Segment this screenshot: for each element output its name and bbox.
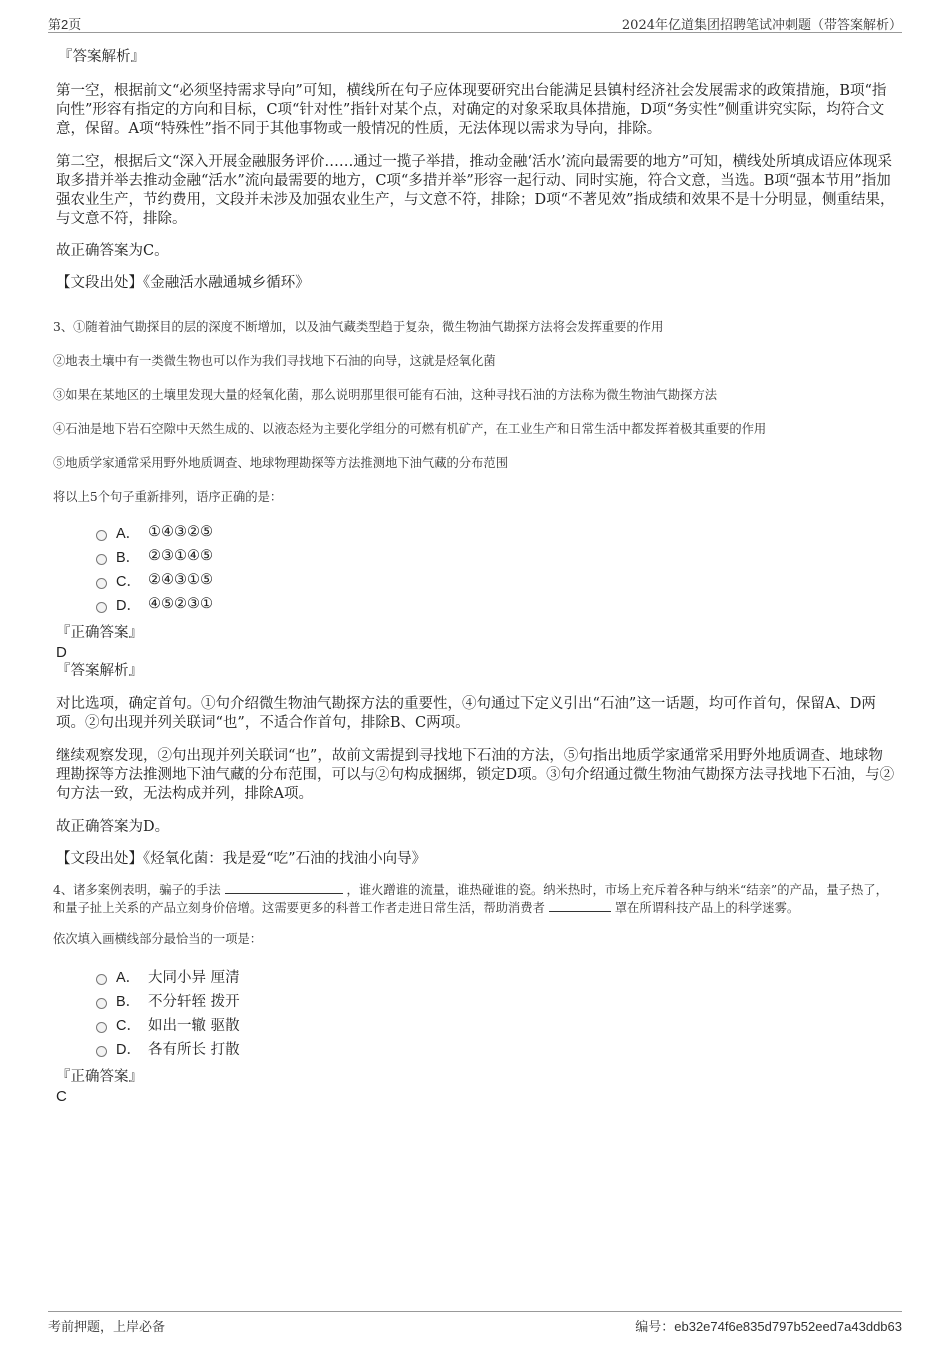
q3-option-d[interactable]: D． ④⑤②③①	[96, 592, 896, 616]
radio-button[interactable]	[96, 974, 107, 985]
q4-stem: 4、诸多案例表明，骗子的手法 ，谁火蹭谁的流量，谁热碰谁的瓷。纳米热时，市场上充斥着各种与纳米“结亲”的产品，量子热了，和量子扯上关系的产品立刻身价倍增。这需要更多的科普工作者走进日常生活，帮助消费者 罩在所谓科技产品上的科学迷雾。	[53, 883, 888, 915]
q3-stem: 3、①随着油气勘探目的层的深度不断增加，以及油气藏类型趋于复杂，微生物油气勘探方法将会发挥重要的作用	[53, 320, 664, 334]
q3-option-a[interactable]: A． ①④③②⑤	[96, 520, 896, 544]
q3-analysis-tag: 『答案解析』	[56, 663, 143, 679]
q2-analysis-tag: 『答案解析』	[58, 49, 145, 65]
radio-button[interactable]	[96, 554, 107, 565]
page-number: 第2页	[48, 17, 82, 32]
q3-analysis-para2: 继续观察发现，②句出现并列关联词“也”，故前文需提到寻找地下石油的方法，⑤句指出地质学家通常采用野外地质调查、地球物理勘探等方法推测地下油气藏的分布范围，可以与②句构成捆绑，锁定D项。③句介绍通过微生物油气勘探方法寻找地下石油，与②句方法一致，无法构成并列，排除A项。	[56, 748, 895, 802]
radio-button[interactable]	[96, 530, 107, 541]
q3-analysis-para1: 对比选项，确定首句。①句介绍微生物油气勘探方法的重要性，④句通过下定义引出“石油”这一话题，均可作首句，保留A、D两项。②句出现并列关联词“也”，不适合作首句，排除B、C两项。	[56, 696, 876, 731]
page-footer	[48, 1311, 902, 1336]
q3-option-b[interactable]: B． ②③①④⑤	[96, 544, 896, 568]
q4-options	[96, 964, 896, 1060]
radio-button[interactable]	[96, 1046, 107, 1057]
document-title: 2024年亿道集团招聘笔试冲刺题（带答案解析）	[621, 18, 902, 33]
q3-source: 【文段出处】《烃氧化菌：我是爱“吃”石油的找油小向导》	[56, 851, 427, 867]
q4-answer-tag: 『正确答案』	[56, 1069, 143, 1085]
q4-answer: C	[56, 1088, 67, 1105]
q4-option-d[interactable]: D． 各有所长 打散	[96, 1036, 896, 1060]
answer-blank	[549, 899, 611, 912]
q3-conclusion: 故正确答案为D。	[56, 819, 170, 835]
footer-slogan: 考前押题，上岸必备	[48, 1320, 166, 1335]
page-header	[48, 12, 902, 33]
q3-answer-tag: 『正确答案』	[56, 625, 143, 641]
q3-sentence-4: ④石油是地下岩石空隙中天然生成的、以液态烃为主要化学组分的可燃有机矿产，在工业生产和日常生活中都发挥着极其重要的作用	[53, 422, 767, 436]
radio-button[interactable]	[96, 578, 107, 589]
q2-analysis-para1: 第一空，根据前文“必须坚持需求导向”可知，横线所在句子应体现要研究出台能满足县镇村经济社会发展需求的政策措施，B项“指向性”形容有指定的方向和目标，C项“针对性”指针对某个点，对确定的对象采取具体措施，D项“务实性”侧重讲究实际，均符合文意，保留。A项“特殊性”指不同于其他事物或一般情况的性质，无法体现以需求为导向，排除。	[56, 83, 887, 137]
q3-sentence-5: ⑤地质学家通常采用野外地质调查、地球物理勘探等方法推测地下油气藏的分布范围	[53, 456, 508, 470]
radio-button[interactable]	[96, 602, 107, 613]
q3-answer: D	[56, 644, 67, 661]
q3-options	[96, 520, 896, 616]
radio-button[interactable]	[96, 1022, 107, 1033]
main-content	[53, 40, 896, 1106]
q3-sentence-3: ③如果在某地区的土壤里发现大量的烃氧化菌，那么说明那里很可能有石油，这种寻找石油的方法称为微生物油气勘探方法	[53, 388, 718, 402]
document-id: 编号：eb32e74f6e835d797b52eed7a43ddb63	[635, 1319, 902, 1334]
q3-prompt: 将以上5个句子重新排列，语序正确的是：	[53, 490, 283, 504]
q4-option-a[interactable]: A． 大同小异 厘清	[96, 964, 896, 988]
answer-blank	[225, 881, 343, 894]
q4-option-b[interactable]: B． 不分轩轾 拨开	[96, 988, 896, 1012]
q4-option-c[interactable]: C． 如出一辙 驱散	[96, 1012, 896, 1036]
q3-sentence-2: ②地表土壤中有一类微生物也可以作为我们寻找地下石油的向导，这就是烃氧化菌	[53, 354, 496, 368]
q2-source: 【文段出处】《金融活水融通城乡循环》	[56, 275, 310, 291]
q4-prompt: 依次填入画横线部分最恰当的一项是：	[53, 932, 263, 946]
q2-analysis-para2: 第二空，根据后文“深入开展金融服务评价……通过一揽子举措，推动金融‘活水’流向最需要的地方”可知，横线处所填成语应体现采取多措并举去推动金融“活水”流向最需要的地方，C项“多措并举”形容一起行动、同时实施，符合文意，当选。B项“强本节用”指加强农业生产，节约费用，文段并未涉及加强农业生产，与文意不符，排除；D项“不著见效”指成绩和效果不是十分明显，侧重结果，与文意不符，排除。	[56, 154, 895, 227]
radio-button[interactable]	[96, 998, 107, 1009]
q2-conclusion: 故正确答案为C。	[56, 243, 169, 259]
q3-option-c[interactable]: C． ②④③①⑤	[96, 568, 896, 592]
